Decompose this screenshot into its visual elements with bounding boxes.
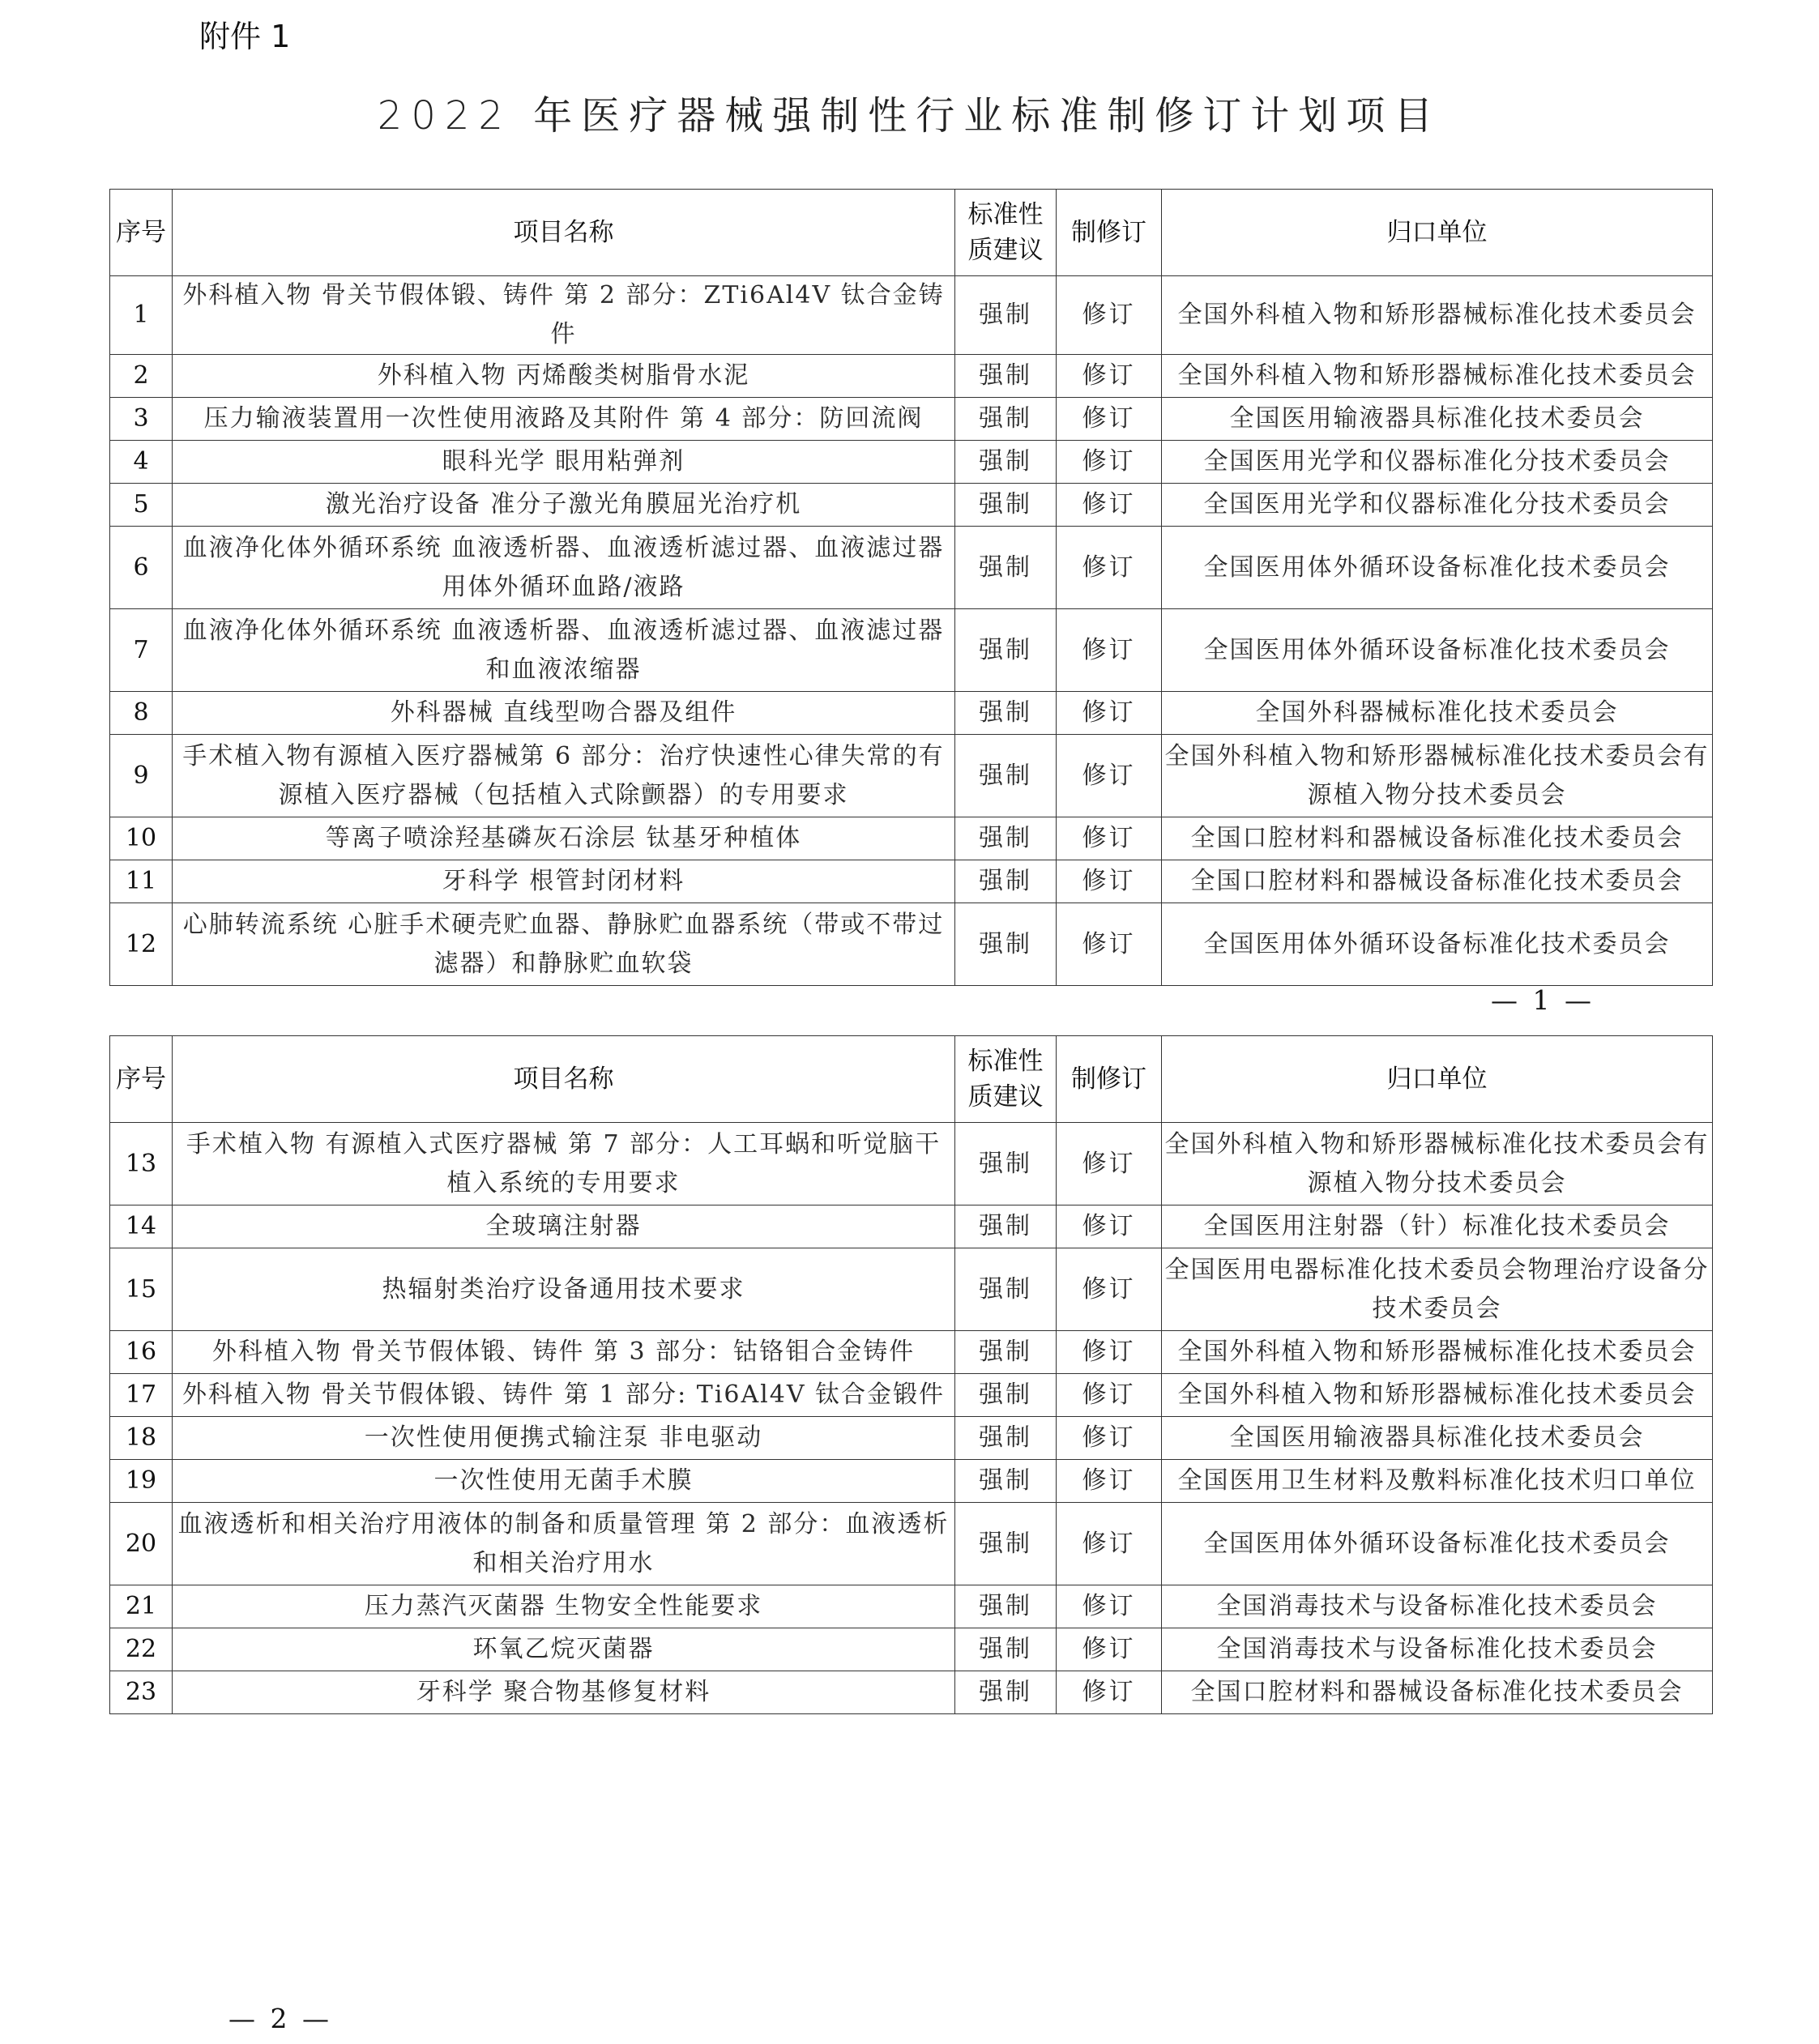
cell-unit: 全国医用体外循环设备标准化技术委员会: [1162, 1503, 1713, 1585]
cell-revision: 修订: [1057, 441, 1162, 484]
cell-nature: 强制: [955, 276, 1057, 355]
cell-revision: 修订: [1057, 1331, 1162, 1374]
cell-revision: 修订: [1057, 1503, 1162, 1585]
cell-nature: 强制: [955, 1460, 1057, 1503]
table-header-row: [110, 190, 1713, 276]
standards-table-page-2: [109, 1035, 1713, 1714]
cell-unit: 全国医用体外循环设备标准化技术委员会: [1162, 527, 1713, 609]
cell-revision: 修订: [1057, 1123, 1162, 1205]
page-number-1: — 1 —: [1491, 984, 1595, 1016]
cell-revision: 修订: [1057, 355, 1162, 398]
cell-name: 激光治疗设备 准分子激光角膜屈光治疗机: [173, 484, 955, 527]
cell-revision: 修订: [1057, 484, 1162, 527]
table-row: [110, 398, 1713, 441]
cell-nature: 强制: [955, 1503, 1057, 1585]
cell-name: 外科植入物 骨关节假体锻、铸件 第 3 部分：钴铬钼合金铸件: [173, 1331, 955, 1374]
table-row: [110, 355, 1713, 398]
cell-name: 一次性使用便携式输注泵 非电驱动: [173, 1417, 955, 1460]
cell-revision: 修订: [1057, 1628, 1162, 1671]
cell-revision: 修订: [1057, 1671, 1162, 1714]
cell-no: 8: [110, 692, 173, 735]
cell-name: 热辐射类治疗设备通用技术要求: [173, 1248, 955, 1331]
cell-nature: 强制: [955, 1585, 1057, 1628]
cell-unit: 全国外科器械标准化技术委员会: [1162, 692, 1713, 735]
table-row: [110, 1585, 1713, 1628]
cell-unit: 全国医用光学和仪器标准化分技术委员会: [1162, 441, 1713, 484]
cell-no: 19: [110, 1460, 173, 1503]
cell-no: 17: [110, 1374, 173, 1417]
cell-unit: 全国医用输液器具标准化技术委员会: [1162, 398, 1713, 441]
cell-unit: 全国医用光学和仪器标准化分技术委员会: [1162, 484, 1713, 527]
cell-no: 23: [110, 1671, 173, 1714]
cell-name: 全玻璃注射器: [173, 1205, 955, 1248]
cell-no: 18: [110, 1417, 173, 1460]
cell-revision: 修订: [1057, 1374, 1162, 1417]
cell-unit: 全国消毒技术与设备标准化技术委员会: [1162, 1628, 1713, 1671]
header-no: 序号: [110, 1036, 173, 1123]
cell-no: 3: [110, 398, 173, 441]
cell-name: 外科植入物 骨关节假体锻、铸件 第 2 部分：ZTi6Al4V 钛合金铸件: [173, 276, 955, 355]
cell-no: 2: [110, 355, 173, 398]
cell-name: 心肺转流系统 心脏手术硬壳贮血器、静脉贮血器系统（带或不带过滤器）和静脉贮血软袋: [173, 903, 955, 986]
table-row: [110, 1671, 1713, 1714]
cell-unit: 全国口腔材料和器械设备标准化技术委员会: [1162, 1671, 1713, 1714]
cell-unit: 全国口腔材料和器械设备标准化技术委员会: [1162, 860, 1713, 903]
cell-nature: 强制: [955, 441, 1057, 484]
table-row: [110, 1205, 1713, 1248]
cell-unit: 全国外科植入物和矫形器械标准化技术委员会: [1162, 1374, 1713, 1417]
cell-unit: 全国外科植入物和矫形器械标准化技术委员会: [1162, 276, 1713, 355]
table-row: [110, 692, 1713, 735]
table-row: [110, 1417, 1713, 1460]
header-nature: [955, 190, 1057, 276]
cell-no: 6: [110, 527, 173, 609]
cell-nature: 强制: [955, 609, 1057, 692]
table-row: [110, 860, 1713, 903]
cell-nature: 强制: [955, 903, 1057, 986]
cell-nature: 强制: [955, 527, 1057, 609]
cell-name: 外科植入物 丙烯酸类树脂骨水泥: [173, 355, 955, 398]
cell-no: 21: [110, 1585, 173, 1628]
cell-no: 13: [110, 1123, 173, 1205]
header-nature-line1: 标准性: [967, 200, 1044, 229]
cell-no: 15: [110, 1248, 173, 1331]
cell-no: 14: [110, 1205, 173, 1248]
cell-unit: 全国医用体外循环设备标准化技术委员会: [1162, 609, 1713, 692]
header-nature-line2: 质建议: [967, 236, 1044, 265]
cell-revision: 修订: [1057, 1248, 1162, 1331]
cell-no: 16: [110, 1331, 173, 1374]
cell-unit: 全国医用电器标准化技术委员会物理治疗设备分技术委员会: [1162, 1248, 1713, 1331]
cell-no: 11: [110, 860, 173, 903]
cell-revision: 修订: [1057, 1205, 1162, 1248]
cell-nature: 强制: [955, 1417, 1057, 1460]
cell-nature: 强制: [955, 1205, 1057, 1248]
cell-revision: 修订: [1057, 1460, 1162, 1503]
cell-name: 手术植入物有源植入医疗器械第 6 部分：治疗快速性心律失常的有源植入医疗器械（包括植入式除颤器）的专用要求: [173, 735, 955, 817]
table-row: [110, 276, 1713, 355]
cell-no: 1: [110, 276, 173, 355]
cell-nature: 强制: [955, 735, 1057, 817]
cell-name: 环氧乙烷灭菌器: [173, 1628, 955, 1671]
table-row: [110, 441, 1713, 484]
cell-name: 血液净化体外循环系统 血液透析器、血液透析滤过器、血液滤过器和血液浓缩器: [173, 609, 955, 692]
document-title: 2022 年医疗器械强制性行业标准制修订计划项目: [377, 93, 1442, 139]
cell-nature: 强制: [955, 692, 1057, 735]
cell-revision: 修订: [1057, 1417, 1162, 1460]
cell-unit: 全国医用输液器具标准化技术委员会: [1162, 1417, 1713, 1460]
cell-unit: 全国医用注射器（针）标准化技术委员会: [1162, 1205, 1713, 1248]
cell-unit: 全国医用体外循环设备标准化技术委员会: [1162, 903, 1713, 986]
cell-revision: 修订: [1057, 735, 1162, 817]
cell-nature: 强制: [955, 398, 1057, 441]
table-row: [110, 1460, 1713, 1503]
cell-unit: 全国消毒技术与设备标准化技术委员会: [1162, 1585, 1713, 1628]
table-row: [110, 735, 1713, 817]
cell-no: 7: [110, 609, 173, 692]
cell-name: 牙科学 聚合物基修复材料: [173, 1671, 955, 1714]
table-row: [110, 484, 1713, 527]
cell-revision: 修订: [1057, 692, 1162, 735]
cell-revision: 修订: [1057, 527, 1162, 609]
cell-nature: 强制: [955, 1374, 1057, 1417]
header-unit: 归口单位: [1162, 1036, 1713, 1123]
cell-name: 外科植入物 骨关节假体锻、铸件 第 1 部分: Ti6Al4V 钛合金锻件: [173, 1374, 955, 1417]
table-header-row: [110, 1036, 1713, 1123]
cell-name: 血液透析和相关治疗用液体的制备和质量管理 第 2 部分：血液透析和相关治疗用水: [173, 1503, 955, 1585]
cell-nature: 强制: [955, 484, 1057, 527]
cell-nature: 强制: [955, 355, 1057, 398]
cell-unit: 全国外科植入物和矫形器械标准化技术委员会有源植入物分技术委员会: [1162, 735, 1713, 817]
header-no: 序号: [110, 190, 173, 276]
cell-revision: 修订: [1057, 903, 1162, 986]
cell-unit: 全国医用卫生材料及敷料标准化技术归口单位: [1162, 1460, 1713, 1503]
cell-unit: 全国口腔材料和器械设备标准化技术委员会: [1162, 817, 1713, 860]
cell-unit: 全国外科植入物和矫形器械标准化技术委员会: [1162, 1331, 1713, 1374]
cell-nature: 强制: [955, 1671, 1057, 1714]
cell-name: 外科器械 直线型吻合器及组件: [173, 692, 955, 735]
table-row: [110, 609, 1713, 692]
cell-name: 牙科学 根管封闭材料: [173, 860, 955, 903]
cell-nature: 强制: [955, 1331, 1057, 1374]
cell-nature: 强制: [955, 1628, 1057, 1671]
standards-table-page-1: [109, 189, 1713, 986]
header-revision: 制修订: [1057, 1036, 1162, 1123]
page-number-2: — 2 —: [228, 2003, 332, 2034]
cell-nature: 强制: [955, 1123, 1057, 1205]
cell-name: 等离子喷涂羟基磷灰石涂层 钛基牙种植体: [173, 817, 955, 860]
cell-name: 眼科光学 眼用粘弹剂: [173, 441, 955, 484]
table-row: [110, 1628, 1713, 1671]
header-nature-line2: 质建议: [967, 1082, 1044, 1112]
cell-name: 压力输液装置用一次性使用液路及其附件 第 4 部分：防回流阀: [173, 398, 955, 441]
header-nature: [955, 1036, 1057, 1123]
cell-no: 10: [110, 817, 173, 860]
table-row: [110, 1248, 1713, 1331]
header-unit: 归口单位: [1162, 190, 1713, 276]
cell-name: 血液净化体外循环系统 血液透析器、血液透析滤过器、血液滤过器用体外循环血路/液路: [173, 527, 955, 609]
table-row: [110, 1123, 1713, 1205]
cell-revision: 修订: [1057, 860, 1162, 903]
cell-revision: 修订: [1057, 1585, 1162, 1628]
cell-nature: 强制: [955, 817, 1057, 860]
cell-no: 20: [110, 1503, 173, 1585]
header-name: 项目名称: [173, 190, 955, 276]
cell-name: 一次性使用无菌手术膜: [173, 1460, 955, 1503]
header-name: 项目名称: [173, 1036, 955, 1123]
cell-unit: 全国外科植入物和矫形器械标准化技术委员会有源植入物分技术委员会: [1162, 1123, 1713, 1205]
table-row: [110, 527, 1713, 609]
table-row: [110, 817, 1713, 860]
table-row: [110, 903, 1713, 986]
cell-no: 12: [110, 903, 173, 986]
cell-revision: 修订: [1057, 817, 1162, 860]
table-row: [110, 1331, 1713, 1374]
cell-no: 5: [110, 484, 173, 527]
cell-revision: 修订: [1057, 276, 1162, 355]
cell-no: 9: [110, 735, 173, 817]
cell-no: 22: [110, 1628, 173, 1671]
cell-nature: 强制: [955, 1248, 1057, 1331]
cell-name: 手术植入物 有源植入式医疗器械 第 7 部分：人工耳蜗和听觉脑干植入系统的专用要求: [173, 1123, 955, 1205]
attachment-label: 附件 1: [199, 19, 291, 54]
cell-unit: 全国外科植入物和矫形器械标准化技术委员会: [1162, 355, 1713, 398]
cell-no: 4: [110, 441, 173, 484]
cell-name: 压力蒸汽灭菌器 生物安全性能要求: [173, 1585, 955, 1628]
cell-nature: 强制: [955, 860, 1057, 903]
cell-revision: 修订: [1057, 609, 1162, 692]
header-nature-line1: 标准性: [967, 1047, 1044, 1076]
cell-revision: 修订: [1057, 398, 1162, 441]
header-revision: 制修订: [1057, 190, 1162, 276]
table-row: [110, 1503, 1713, 1585]
table-row: [110, 1374, 1713, 1417]
